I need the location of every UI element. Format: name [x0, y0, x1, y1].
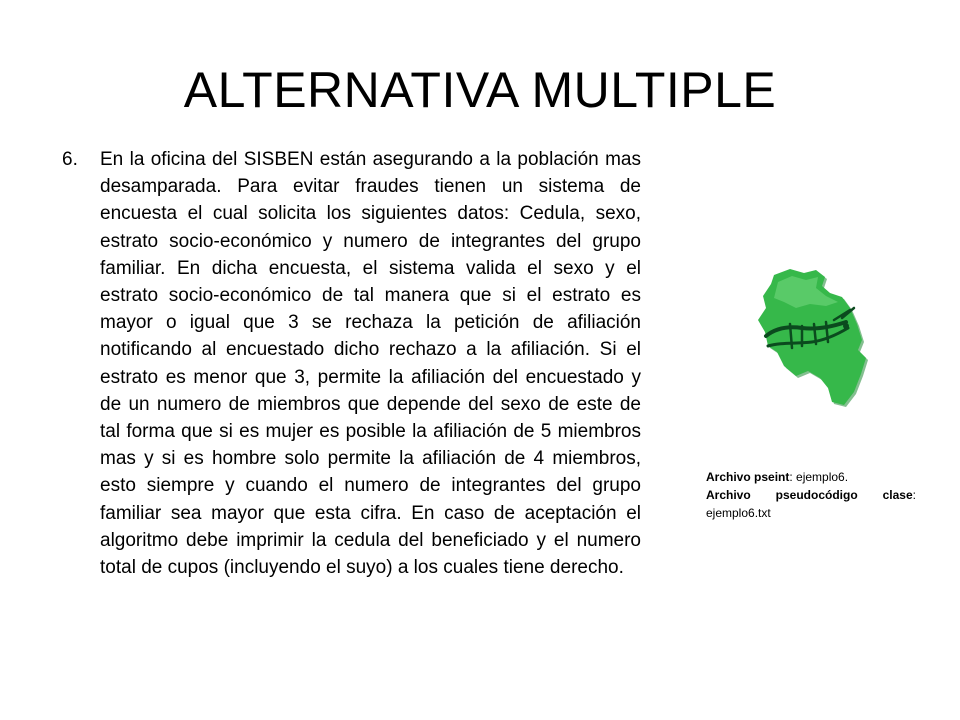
- pseint-file-line: [706, 468, 916, 486]
- pseudo-file-separator: :: [912, 488, 916, 502]
- question-number: 6.: [62, 149, 78, 170]
- pseudo-file-value-line: [706, 504, 916, 522]
- pseint-file-separator: :: [789, 470, 797, 484]
- pseint-file-value: ejemplo6.: [796, 470, 849, 484]
- file-notes: [706, 468, 916, 522]
- pseudo-file-line: [706, 486, 916, 504]
- colombia-map-sisben-logo-icon: [730, 262, 880, 412]
- slide-title: ALTERNATIVA MULTIPLE: [183, 62, 777, 118]
- pseudo-file-value: ejemplo6.txt: [706, 506, 771, 520]
- pseudo-file-label: Archivo pseudocódigo clase: [706, 488, 913, 502]
- pseint-file-label: Archivo pseint: [706, 470, 790, 484]
- question-text: En la oficina del SISBEN están asegurando a la población mas desamparada. Para evitar fraudes tienen un sistema de encuesta el cual solicita los siguientes datos: Cedula, sexo, estrato socio-económico y numero de integrantes del grupo familiar. En dicha encuesta, el sistema valida el sexo y el estrato socio-económico de tal manera que si el estrato es mayor o igual que 3 se rechaza la petición de afiliación notificando al encuestado dicho rechazo a la afiliación. Si el estrato es menor que 3, permite la afiliación del encuestado y de un numero de miembros que depende del sexo de este de tal forma que si es mujer es posible la afiliación de 5 miembros mas y si es hombre solo permite la afiliación de 4 miembros, esto siempre y cuando el numero de integrantes del grupo familiar sea mayor que esta cifra. En caso de aceptación el algoritmo debe imprimir la cedula del beneficiado y el numero total de cupos (incluyendo el suyo) a los cuales tiene derecho.: [100, 149, 641, 579]
